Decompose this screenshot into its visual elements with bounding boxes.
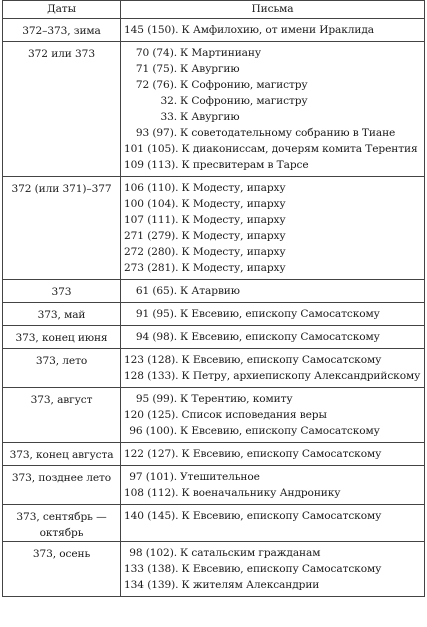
letter-entry <box>124 157 424 173</box>
table-body <box>3 19 425 597</box>
letter-entry <box>124 508 424 524</box>
letter-title: К Евсевию, епископу Самосатскому <box>181 448 382 460</box>
letter-entry <box>124 93 424 109</box>
date-cell: 373, август <box>3 388 121 443</box>
date-cell: 373, май <box>3 303 121 326</box>
letter-number: 272 (280). <box>124 246 179 258</box>
letter-title: К Евсевию, епископу Самосатскому <box>180 308 380 320</box>
letter-entry <box>124 260 424 276</box>
table-row <box>3 466 425 505</box>
letter-number: 72 (76). <box>135 79 177 91</box>
letter-title: К Модесту, ипарху <box>181 214 286 226</box>
letters-cell <box>121 177 425 280</box>
letter-title: К военачальнику Андронику <box>181 487 341 499</box>
letter-number: 109 (113). <box>124 159 179 171</box>
letter-title: К Модесту, ипарху <box>181 230 286 242</box>
letter-entry <box>124 212 424 228</box>
letter-number: 95 (99). <box>135 393 177 405</box>
letters-cell <box>121 466 425 505</box>
table-row <box>3 326 425 349</box>
letter-number: 97 (101). <box>129 471 177 483</box>
letter-entry <box>124 423 424 439</box>
letter-title: К Мартиниану <box>180 47 261 59</box>
letter-entry <box>124 244 424 260</box>
letter-number: 120 (125). <box>124 409 179 421</box>
letter-number: 122 (127). <box>124 448 179 460</box>
letters-cell <box>121 19 425 42</box>
table-row <box>3 542 425 597</box>
letter-entry <box>124 407 424 423</box>
letter-number: 71 (75). <box>135 63 177 75</box>
table-row <box>3 42 425 177</box>
letter-title: К сатальским гражданам <box>180 547 321 559</box>
date-cell: 372 или 373 <box>3 42 121 177</box>
letters-cell <box>121 42 425 177</box>
letter-entry <box>124 329 424 345</box>
table-row <box>3 349 425 388</box>
table-row <box>3 388 425 443</box>
letter-entry <box>124 125 424 141</box>
letter-entry <box>124 306 424 322</box>
header-row <box>3 1 425 19</box>
letter-entry <box>124 352 424 368</box>
table-row <box>3 443 425 466</box>
letter-number: 134 (139). <box>124 579 179 591</box>
letter-title: К жителям Александрии <box>181 579 320 591</box>
letters-cell <box>121 505 425 542</box>
table-row <box>3 505 425 542</box>
letter-entry <box>124 485 424 501</box>
letter-number: 271 (279). <box>124 230 179 242</box>
letters-cell <box>121 542 425 597</box>
letter-title: К Терентию, комиту <box>180 393 293 405</box>
letter-number: 93 (97). <box>135 127 177 139</box>
date-cell: 373, конец августа <box>3 443 121 466</box>
letter-entry <box>124 577 424 593</box>
letter-entry <box>124 141 424 157</box>
letter-entry <box>124 446 424 462</box>
letter-entry <box>124 283 424 299</box>
letters-cell <box>121 326 425 349</box>
letter-entry <box>124 391 424 407</box>
letter-title: К Евсевию, епископу Самосатскому <box>180 425 380 437</box>
letter-number: 108 (112). <box>124 487 179 499</box>
letters-cell <box>121 349 425 388</box>
letter-number: 100 (104). <box>124 198 179 210</box>
date-cell: 373, осень <box>3 542 121 597</box>
letter-title: К Софронию, магистру <box>180 95 308 107</box>
date-cell: 373, конец июня <box>3 326 121 349</box>
letter-number: 128 (133). <box>124 370 179 382</box>
letter-number: 96 (100). <box>129 425 177 437</box>
letter-entry <box>124 545 424 561</box>
date-cell: 373 <box>3 280 121 303</box>
date-cell: 372 (или 371)–377 <box>3 177 121 280</box>
letter-title: К пресвитерам в Тарсе <box>181 159 309 171</box>
letters-cell <box>121 303 425 326</box>
letter-entry <box>124 77 424 93</box>
letter-title: К Атарвию <box>180 285 240 297</box>
letter-title: К советодательному собранию в Тиане <box>180 127 396 139</box>
letter-title: К Евсевию, епископу Самосатскому <box>181 354 382 366</box>
letter-title: К Модесту, ипарху <box>181 262 286 274</box>
table-row <box>3 177 425 280</box>
letter-title: К Модесту, ипарху <box>181 246 286 258</box>
letter-entry <box>124 196 424 212</box>
letter-title: К Евсевию, епископу Самосатскому <box>180 331 380 343</box>
date-cell: 373, позднее лето <box>3 466 121 505</box>
letter-number: 91 (95). <box>135 308 177 320</box>
letter-number: 140 (145). <box>124 510 179 522</box>
letter-title: К Амфилохию, от имени Ираклида <box>181 24 374 36</box>
letter-number: 33. <box>160 111 177 123</box>
letter-number: 70 (74). <box>135 47 177 59</box>
letter-entry <box>124 109 424 125</box>
letter-title: К диакониссам, дочерям комита Терентия <box>181 143 418 155</box>
letter-number: 32. <box>160 95 177 107</box>
letter-title: К Авургию <box>180 111 240 123</box>
letter-number: 98 (102). <box>129 547 177 559</box>
letter-title: К Авургию <box>180 63 240 75</box>
letter-title: К Петру, архиепископу Александрийскому <box>181 370 421 382</box>
letter-entry <box>124 228 424 244</box>
letter-number: 133 (138). <box>124 563 179 575</box>
letter-entry <box>124 368 424 384</box>
letter-number: 123 (128). <box>124 354 179 366</box>
header-dates: Даты <box>3 1 121 19</box>
letter-title: К Софронию, магистру <box>180 79 308 91</box>
letter-entry <box>124 561 424 577</box>
letter-entry <box>124 45 424 61</box>
table-row <box>3 280 425 303</box>
date-cell: 373, сентябрь — октябрь <box>3 505 121 542</box>
date-cell: 372–373, зима <box>3 19 121 42</box>
letter-title: Утешительное <box>180 471 260 483</box>
letters-cell <box>121 280 425 303</box>
letter-title: К Евсевию, епископу Самосатскому <box>181 510 382 522</box>
letter-number: 107 (111). <box>124 214 179 226</box>
letter-number: 273 (281). <box>124 262 179 274</box>
letter-number: 106 (110). <box>124 182 179 194</box>
letter-number: 61 (65). <box>135 285 177 297</box>
letter-entry <box>124 61 424 77</box>
header-letters: Письма <box>121 1 425 19</box>
letter-entry <box>124 22 424 38</box>
letter-number: 145 (150). <box>124 24 179 36</box>
letter-title: К Модесту, ипарху <box>181 198 286 210</box>
letter-title: Список исповедания веры <box>181 409 327 421</box>
letter-entry <box>124 180 424 196</box>
letter-number: 101 (105). <box>124 143 179 155</box>
letter-number: 94 (98). <box>135 331 177 343</box>
letter-title: К Евсевию, епископу Самосатскому <box>181 563 382 575</box>
letters-cell <box>121 388 425 443</box>
letters-cell <box>121 443 425 466</box>
table-row <box>3 19 425 42</box>
letter-title: К Модесту, ипарху <box>181 182 286 194</box>
letter-entry <box>124 469 424 485</box>
date-cell: 373, лето <box>3 349 121 388</box>
letters-chronology-table <box>2 0 425 597</box>
table-row <box>3 303 425 326</box>
